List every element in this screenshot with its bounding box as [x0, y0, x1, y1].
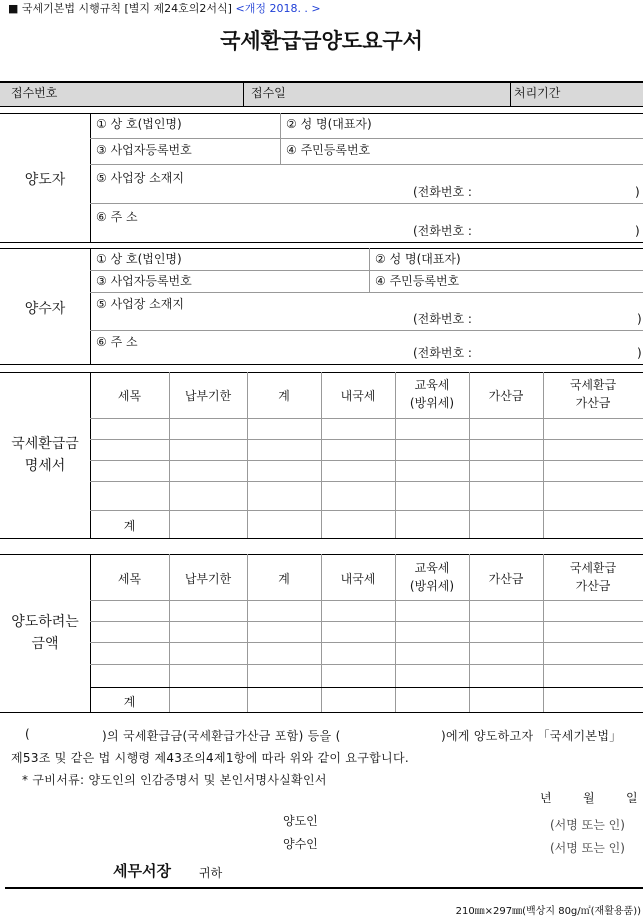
refund-col-domestic-tax: 내국세 — [340, 389, 376, 403]
assignor-label: 양도자 — [24, 172, 66, 188]
assignor-phone1-close: ) — [635, 185, 640, 199]
assignor-phone1-label: (전화번호 : — [413, 185, 472, 199]
refund-col-total: 계 — [278, 389, 290, 403]
transfer-amount-label-line2: 금액 — [31, 635, 59, 652]
paper-spec: 210㎜×297㎜(백상지 80g/㎡(재활용품)) — [455, 906, 641, 917]
refund-col-tax-item: 세목 — [117, 389, 142, 403]
refund-statement-label — [0, 434, 90, 477]
transfer-col-education-tax: 교육세 (방위세) — [409, 561, 455, 593]
statute-reference — [8, 3, 321, 14]
transfer-col-refund-interest: 국세환급 가산금 — [569, 561, 617, 593]
assignee-address-label: ⑥ 주 소 — [96, 335, 138, 349]
assignee-trade-name-label: ① 상 호(법인명) — [96, 252, 182, 266]
refund-col-due-date: 납부기한 — [184, 389, 232, 403]
assignee-business-address-label: ⑤ 사업장 소재지 — [96, 297, 184, 311]
page-title: 국세환급금양도요구서 — [220, 29, 423, 53]
refund-total-label: 계 — [123, 519, 136, 533]
assignee-name-label: ② 성 명(대표자) — [375, 252, 461, 266]
assignee-signer-label: 양수인 — [283, 837, 318, 851]
refund-statement-label-line1: 국세환급금 — [11, 436, 79, 452]
assignor-resident-no-label: ④ 주민등록번호 — [286, 143, 371, 157]
date-year-label: 년 — [540, 791, 552, 805]
assignor-business-no-label: ③ 사업자등록번호 — [96, 143, 192, 157]
assignee-phone1-label: (전화번호 : — [413, 312, 472, 326]
refund-col-additional-charge: 가산금 — [488, 389, 524, 403]
assignee-label: 양수자 — [24, 301, 66, 317]
assignee-business-no-label: ③ 사업자등록번호 — [96, 274, 192, 288]
refund-statement-label-line2: 명세서 — [24, 457, 66, 474]
assignor-name-label: ② 성 명(대표자) — [286, 117, 372, 131]
required-documents: * 구비서류: 양도인의 인감증명서 및 본인서명사실확인서 — [22, 773, 327, 787]
request-line2: 제53조 및 같은 법 시행령 제43조의4제1항에 따라 위와 같이 요구합니다. — [11, 751, 409, 765]
processing-period-label: 처리기간 — [514, 86, 561, 100]
transfer-col-due-date: 납부기한 — [184, 572, 232, 586]
statute-label: ■ 국세기본법 시행규칙 [별지 제24호의2서식] — [8, 2, 232, 15]
date-month-label: 월 — [583, 791, 595, 805]
request-open-paren: ( — [25, 727, 30, 741]
footer-rule — [5, 887, 643, 889]
assignor-phone2-close: ) — [635, 224, 640, 238]
assignee-resident-no-label: ④ 주민등록번호 — [375, 274, 460, 288]
transfer-col-tax-item: 세목 — [117, 572, 142, 586]
reception-date-label: 접수일 — [251, 86, 286, 100]
rule-reception-bottom — [0, 106, 643, 107]
rule-top — [0, 81, 643, 83]
addressee-honorific: 귀하 — [199, 866, 223, 880]
assignor-signature-field[interactable]: (서명 또는 인) — [550, 818, 625, 832]
assignor-address-label: ⑥ 주 소 — [96, 210, 138, 224]
transfer-amount-label-line1: 양도하려는 — [11, 614, 79, 630]
request-line1-a: )의 국세환급금(국세환급가산금 포함) 등을 ( — [102, 729, 341, 743]
refund-col-refund-interest: 국세환급 가산금 — [569, 378, 617, 410]
transfer-col-total: 계 — [278, 572, 290, 586]
tax-office-head-label: 세무서장 — [113, 862, 171, 880]
assignee-phone2-close: ) — [637, 346, 642, 360]
assignor-phone2-label: (전화번호 : — [413, 224, 472, 238]
assignor-signer-label: 양도인 — [283, 814, 318, 828]
assignee-phone2-label: (전화번호 : — [413, 346, 472, 360]
date-day-label: 일 — [626, 791, 638, 805]
assignor-trade-name-label: ① 상 호(법인명) — [96, 117, 182, 131]
assignee-signature-field[interactable]: (서명 또는 인) — [550, 841, 625, 855]
revision-link[interactable]: <개정 2018. . > — [235, 2, 321, 15]
reception-number-label: 접수번호 — [11, 86, 58, 100]
refund-col-education-tax: 교육세 (방위세) — [409, 378, 455, 410]
assignee-phone1-close: ) — [637, 312, 642, 326]
transfer-total-label: 계 — [123, 695, 136, 709]
transfer-col-additional-charge: 가산금 — [488, 572, 524, 586]
assignor-business-address-label: ⑤ 사업장 소재지 — [96, 171, 184, 185]
transfer-amount-label — [0, 612, 90, 655]
transfer-col-domestic-tax: 내국세 — [340, 572, 376, 586]
request-line1-b: )에게 양도하고자 「국세기본법」 — [441, 729, 622, 743]
